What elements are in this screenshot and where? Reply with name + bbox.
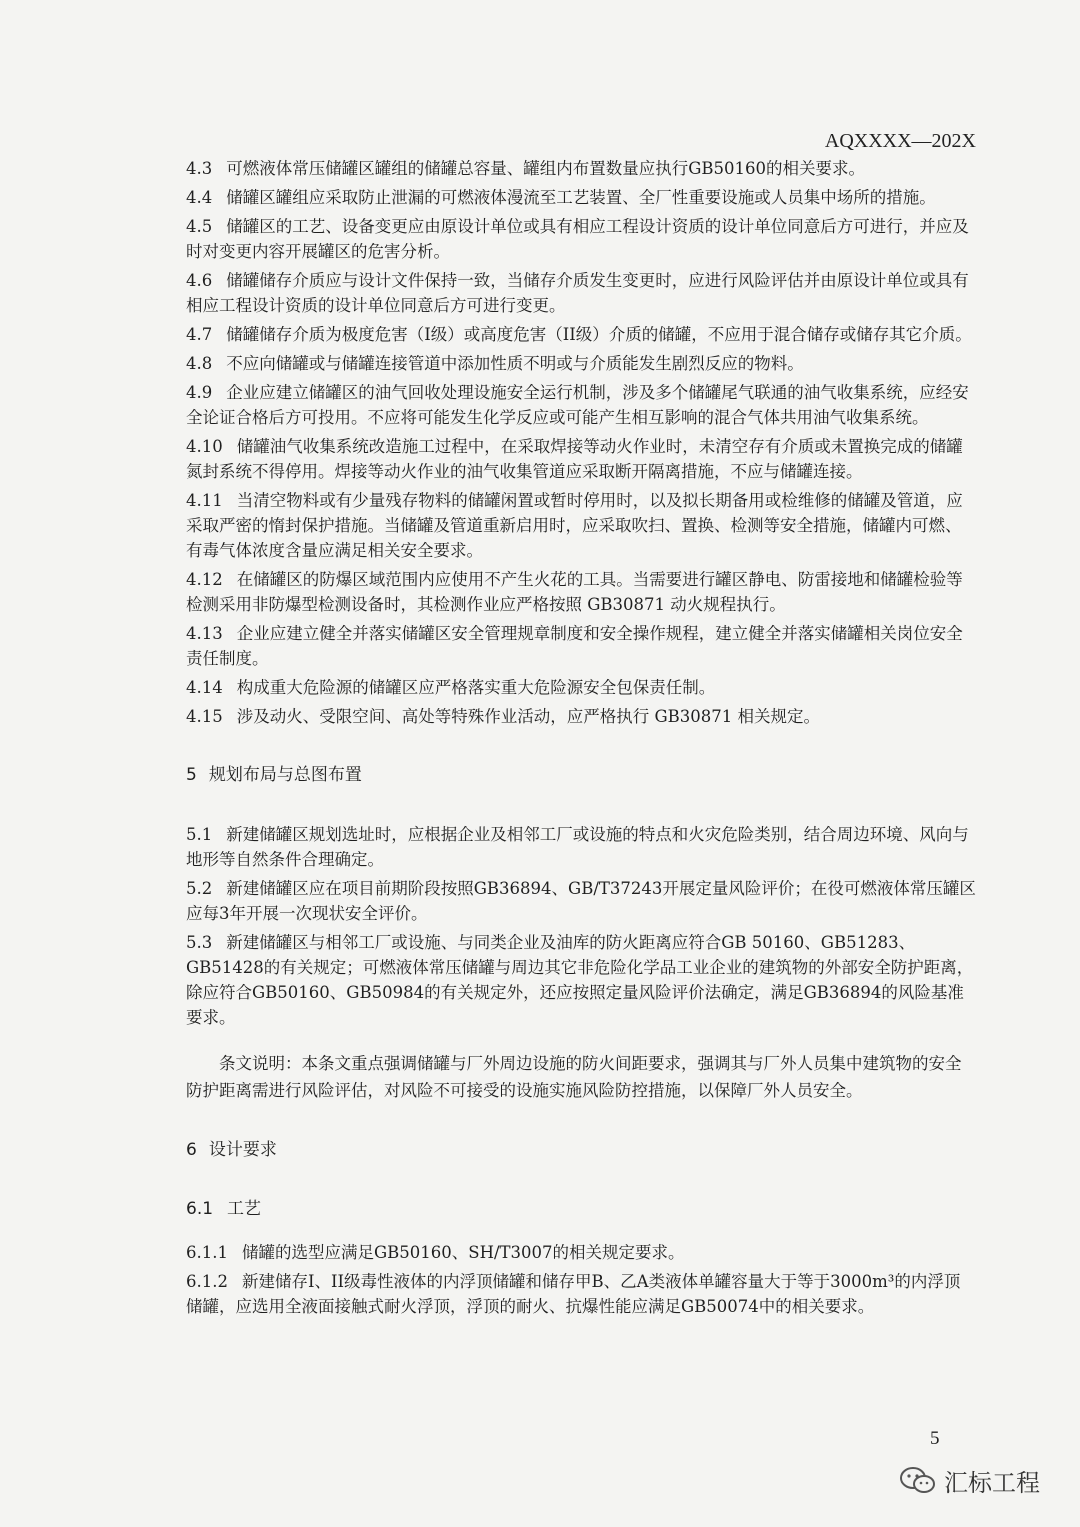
clause-text: 不应向储罐或与储罐连接管道中添加性质不明或与介质能发生剧烈反应的物料。: [226, 354, 804, 373]
clause-number: 4.3: [186, 159, 213, 178]
clause-item: [186, 621, 976, 671]
clause-item: [186, 704, 976, 729]
section-6-title: 设计要求: [208, 1140, 277, 1160]
clause-number: 4.9: [186, 383, 213, 402]
clause-note: 条文说明：本条文重点强调储罐与厂外周边设施的防火间距要求，强调其与厂外人员集中建筑物的安全防护距离需进行风险评估，对风险不可接受的设施实施风险防控措施，以保障厂外人员安全。: [186, 1054, 962, 1100]
clause-text: 储罐油气收集系统改造施工过程中，在采取焊接等动火作业时，未清空存有介质或未置换完成的储罐氮封系统不得停用。焊接等动火作业的油气收集管道应采取断开隔离措施，不应与储罐连接。: [186, 437, 963, 481]
section-6-items: [186, 1240, 976, 1319]
clause-text: 当清空物料或有少量残存物料的储罐闲置或暂时停用时，以及拟长期备用或检维修的储罐及管道，应采取严密的惰封保护措施。当储罐及管道重新启用时，应采取吹扫、置换、检测等安全措施，储罐内可燃、有毒气体浓度含量应满足相关安全要求。: [186, 491, 963, 560]
section-6-number: 6: [186, 1140, 197, 1160]
clause-item: [186, 434, 976, 484]
section-4-items: [186, 156, 976, 729]
clause-text: 储罐储存介质为极度危害（I级）或高度危害（II级）介质的储罐，不应用于混合储存或储存其它介质。: [226, 325, 972, 344]
clause-number: 4.5: [186, 217, 213, 236]
clause-text: 新建储罐区规划选址时，应根据企业及相邻工厂或设施的特点和火灾危险类别，结合周边环境、风向与地形等自然条件合理确定。: [186, 825, 969, 869]
clause-text: 储罐的选型应满足GB50160、SH/T3007的相关规定要求。: [241, 1243, 685, 1262]
clause-item: [186, 268, 976, 318]
clause-item: [186, 930, 976, 1030]
clause-number: 4.4: [186, 188, 213, 207]
clause-number: 4.6: [186, 271, 213, 290]
clause-item: [186, 488, 976, 563]
section-5-title: 规划布局与总图布置: [208, 765, 362, 785]
clause-number: 6.1.1: [186, 1243, 228, 1262]
clause-item: [186, 675, 976, 700]
clause-number: 4.14: [186, 678, 223, 697]
clause-item: [186, 567, 976, 617]
subsection-6-1-heading: [186, 1197, 976, 1222]
clause-number: 4.7: [186, 325, 213, 344]
clause-number: 6.1.2: [186, 1272, 228, 1291]
clause-text: 在储罐区的防爆区域范围内应使用不产生火花的工具。当需要进行罐区静电、防雷接地和储罐检验等检测采用非防爆型检测设备时，其检测作业应严格按照 GB30871 动火规程执行。: [186, 570, 963, 614]
clause-item: [186, 1269, 976, 1319]
clause-item: [186, 185, 976, 210]
doc-code: AQXXXX—202X: [824, 130, 976, 152]
section-5-heading: [186, 763, 976, 788]
section-6-heading: [186, 1138, 976, 1163]
section-5-number: 5: [186, 765, 197, 785]
clause-text: 涉及动火、受限空间、高处等特殊作业活动，应严格执行 GB30871 相关规定。: [236, 707, 821, 726]
clause-item: [186, 876, 976, 926]
clause-item: [186, 156, 976, 181]
clause-number: 5.1: [186, 825, 213, 844]
watermark-text: 汇标工程: [944, 1469, 1040, 1497]
section-5-items: [186, 822, 976, 1030]
clause-number: 4.11: [186, 491, 223, 510]
clause-number: 4.13: [186, 624, 223, 643]
clause-text: 构成重大危险源的储罐区应严格落实重大危险源安全包保责任制。: [236, 678, 716, 697]
clause-text: 储罐区的工艺、设备变更应由原设计单位或具有相应工程设计资质的设计单位同意后方可进行，并应及时对变更内容开展罐区的危害分析。: [186, 217, 969, 261]
clause-item: [186, 214, 976, 264]
clause-text: 储罐区罐组应采取防止泄漏的可燃液体漫流至工艺装置、全厂性重要设施或人员集中场所的措施。: [226, 188, 936, 207]
subsection-6-1-title: 工艺: [227, 1199, 262, 1219]
clause-number: 5.2: [186, 879, 213, 898]
clause-text: 企业应建立储罐区的油气回收处理设施安全运行机制，涉及多个储罐尾气联通的油气收集系统，应经安全论证合格后方可投用。不应将可能发生化学反应或可能产生相互影响的混合气体共用油气收集系统。: [186, 383, 969, 427]
clause-item: [186, 822, 976, 872]
clause-number: 4.15: [186, 707, 223, 726]
page-number: 5: [930, 1428, 940, 1449]
wechat-icon: [898, 1465, 938, 1497]
clause-item: [186, 351, 976, 376]
clause-text: 可燃液体常压储罐区罐组的储罐总容量、罐组内布置数量应执行GB50160的相关要求。: [226, 159, 866, 178]
clause-text: 新建储存I、II级毒性液体的内浮顶储罐和储存甲B、乙A类液体单罐容量大于等于3000m³的内浮顶储罐，应选用全液面接触式耐火浮顶，浮顶的耐火、抗爆性能应满足GB50074中的相关要求。: [186, 1272, 961, 1316]
clause-item: [186, 380, 976, 430]
clause-number: 4.10: [186, 437, 223, 456]
clause-text: 新建储罐区应在项目前期阶段按照GB36894、GB/T37243开展定量风险评价；在役可燃液体常压罐区应每3年开展一次现状安全评价。: [186, 879, 976, 923]
clause-number: 4.8: [186, 354, 213, 373]
clause-number: 4.12: [186, 570, 223, 589]
subsection-6-1-number: 6.1: [186, 1199, 214, 1219]
clause-item: [186, 322, 976, 347]
clause-text: 储罐储存介质应与设计文件保持一致，当储存介质发生变更时，应进行风险评估并由原设计单位或具有相应工程设计资质的设计单位同意后方可进行变更。: [186, 271, 969, 315]
clause-item: [186, 1240, 976, 1265]
watermark: [898, 1463, 1040, 1498]
document-body: [186, 156, 976, 1323]
clause-number: 5.3: [186, 933, 213, 952]
clause-text: 新建储罐区与相邻工厂或设施、与同类企业及油库的防火距离应符合GB 50160、GB51283、GB51428的有关规定；可燃液体常压储罐与周边其它非危险化学品工业企业的建筑物的外部安全防护距离，除应符合GB50160、GB50984的有关规定外，还应按照定量风险评价法确定，满足GB36894的风险基准要求。: [186, 933, 974, 1027]
clause-text: 企业应建立健全并落实储罐区安全管理规章制度和安全操作规程，建立健全并落实储罐相关岗位安全责任制度。: [186, 624, 963, 668]
